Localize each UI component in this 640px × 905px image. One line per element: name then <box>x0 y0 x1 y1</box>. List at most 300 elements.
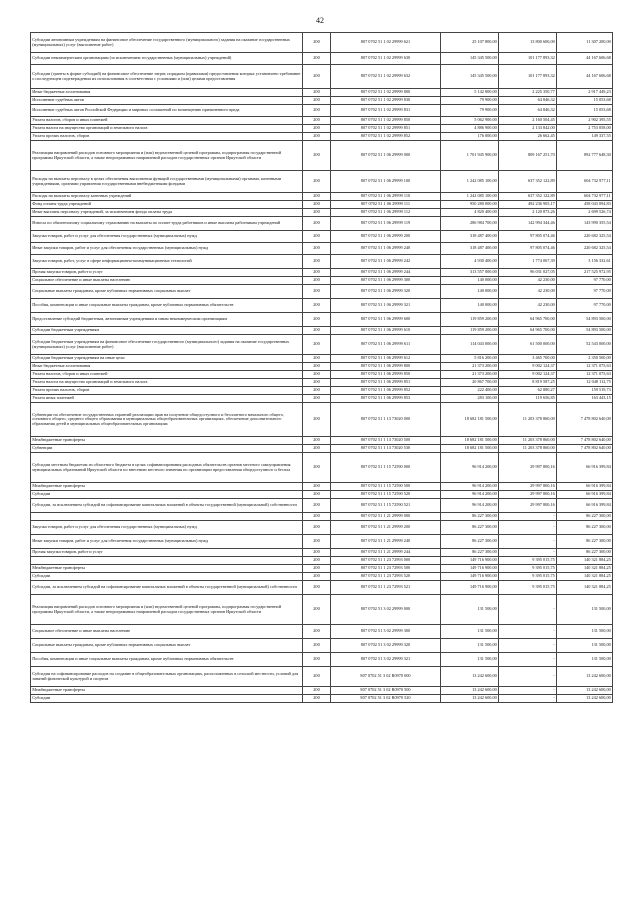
row-remaining-cell: 131 500,00 <box>557 625 613 639</box>
row-executed-cell: - <box>499 595 557 625</box>
table-row <box>31 53 613 65</box>
row-approved-cell: 18 682 181 500,00 <box>441 445 499 453</box>
row-code-cell: 200 <box>303 97 331 105</box>
row-name-cell: Субсидии местным бюджетам из областного бюджета в целях софинансирования расходных обязательств органов местного самоуправления муниципальных образований Иркутской области по внесению местного значения по организации предоставления общедоступного и беспла <box>31 453 303 483</box>
row-kbk-cell: 807 0702 51 1 23 72993 521 <box>331 581 441 595</box>
row-name-cell: Уплата налогов, сборов и иных платежей <box>31 371 303 379</box>
row-approved-cell: 96 914 200,00 <box>441 491 499 499</box>
row-name-cell: Субсидии, за исключением субсидий на софинансирование капитальных вложений в объекты государственной (муниципальной) собственности <box>31 581 303 595</box>
row-kbk-cell: 807 0702 51 1 02 29999 852 <box>331 133 441 141</box>
table-row <box>31 535 613 549</box>
table-row <box>31 549 613 557</box>
row-executed-cell: 96 031 027,05 <box>499 269 557 277</box>
row-name-cell: Уплата прочих налогов, сборов <box>31 387 303 395</box>
row-code-cell: 200 <box>303 371 331 379</box>
row-executed-cell: 142 994 344,46 <box>499 217 557 231</box>
row-executed-cell: 11 203 378 860,00 <box>499 403 557 437</box>
row-executed-cell: 9 002 124,37 <box>499 371 557 379</box>
row-approved-cell: 1 701 945 900,00 <box>441 141 499 171</box>
row-name-cell: Субсидии на софинансирование расходов на создание в общеобразовательных организациях, расположенных в сельской местности, условий для занятий физической культурой и спортом <box>31 667 303 687</box>
row-remaining-cell: 15 053,68 <box>557 105 613 117</box>
row-name-cell: Иные бюджетные ассигнования <box>31 89 303 97</box>
table-row <box>31 217 613 231</box>
table-row <box>31 363 613 371</box>
row-remaining-cell: 66 916 399,84 <box>557 499 613 513</box>
row-name-cell: Социальные выплаты гражданам, кроме публичных нормативных социальных выплат <box>31 285 303 299</box>
row-kbk-cell: 807 0702 51 1 06 29999 852 <box>331 387 441 395</box>
row-code-cell: 200 <box>303 201 331 209</box>
row-remaining-cell: 220 682 325,54 <box>557 243 613 255</box>
row-executed-cell: 637 352 122,89 <box>499 193 557 201</box>
table-row <box>31 379 613 387</box>
row-approved-cell: 131 500,00 <box>441 653 499 667</box>
row-name-cell: Межбюджетные трансферты <box>31 565 303 573</box>
row-approved-cell: 4 930 400,00 <box>441 255 499 269</box>
row-name-cell: Субсидии некоммерческим организациям (за исключением государственных (муниципальных) учреждений) <box>31 53 303 65</box>
row-executed-cell: 64 965 700,00 <box>499 313 557 327</box>
row-code-cell: 200 <box>303 483 331 491</box>
row-executed-cell: 29 997 800,16 <box>499 483 557 491</box>
row-kbk-cell: 807 0702 51 1 13 73020 500 <box>331 437 441 445</box>
row-code-cell: 200 <box>303 687 331 695</box>
row-name-cell: Уплата налогов, сборов и иных платежей <box>31 117 303 125</box>
row-approved-cell: 86 227 300,00 <box>441 549 499 557</box>
row-approved-cell: 950 280 000,00 <box>441 201 499 209</box>
row-code-cell: 200 <box>303 255 331 269</box>
row-executed-cell: - <box>499 535 557 549</box>
row-code-cell: 200 <box>303 491 331 499</box>
table-row <box>31 255 613 269</box>
row-kbk-cell: 807 0702 51 1 06 29999 320 <box>331 285 441 299</box>
row-executed-cell: - <box>499 639 557 653</box>
row-name-cell: Взносы по обязательному социальному страхованию на выплаты по оплате труда работников и иные выплаты работникам учреждений <box>31 217 303 231</box>
row-kbk-cell: 807 0702 51 3 02 R0970 000 <box>331 667 441 687</box>
row-code-cell: 200 <box>303 667 331 687</box>
row-approved-cell: 86 227 300,00 <box>441 535 499 549</box>
row-remaining-cell: 2 917 449,23 <box>557 89 613 97</box>
row-remaining-cell: 15 053,68 <box>557 97 613 105</box>
row-kbk-cell: 807 0702 51 1 23 72993 520 <box>331 573 441 581</box>
row-approved-cell: 96 914 200,00 <box>441 499 499 513</box>
table-row <box>31 653 613 667</box>
table-row <box>31 595 613 625</box>
row-executed-cell: 97 805 074,46 <box>499 231 557 243</box>
row-kbk-cell: 807 0702 51 1 23 72993 000 <box>331 557 441 565</box>
row-approved-cell: 18 682 181 500,00 <box>441 437 499 445</box>
row-remaining-cell: 604 732 977,11 <box>557 193 613 201</box>
row-remaining-cell: 159 519,73 <box>557 387 613 395</box>
row-executed-cell: - <box>499 625 557 639</box>
table-row <box>31 89 613 97</box>
row-approved-cell: 149 716 900,00 <box>441 557 499 565</box>
row-remaining-cell: 12 048 112,75 <box>557 379 613 387</box>
row-name-cell: Социальное обеспечение и иные выплаты населению <box>31 625 303 639</box>
row-approved-cell: 149 716 900,00 <box>441 573 499 581</box>
row-executed-cell: 2 160 504,45 <box>499 117 557 125</box>
row-kbk-cell: 807 0702 51 1 06 29999 853 <box>331 395 441 403</box>
row-remaining-cell: 7 478 802 640,00 <box>557 445 613 453</box>
row-name-cell <box>31 513 303 521</box>
row-executed-cell: 64 846,32 <box>499 105 557 117</box>
row-remaining-cell: 140 321 884,25 <box>557 557 613 565</box>
table-row <box>31 335 613 355</box>
row-executed-cell: 637 352 122,89 <box>499 171 557 193</box>
row-executed-cell: 13 800 600,00 <box>499 33 557 53</box>
row-approved-cell: 318 487 400,00 <box>441 231 499 243</box>
row-code-cell: 200 <box>303 363 331 371</box>
row-approved-cell: 114 043 000,00 <box>441 335 499 355</box>
table-row <box>31 639 613 653</box>
row-code-cell: 200 <box>303 453 331 483</box>
table-row <box>31 513 613 521</box>
row-kbk-cell: 807 0702 51 1 21 29999 200 <box>331 521 441 535</box>
row-code-cell: 200 <box>303 327 331 335</box>
row-code-cell: 200 <box>303 335 331 355</box>
row-name-cell: Исполнение судебных актов <box>31 97 303 105</box>
row-kbk-cell: 807 0702 51 1 06 29999 110 <box>331 193 441 201</box>
row-code-cell: 200 <box>303 395 331 403</box>
row-executed-cell: 119 656,85 <box>499 395 557 403</box>
row-remaining-cell: 140 321 884,25 <box>557 565 613 573</box>
row-executed-cell: 2 133 842,00 <box>499 125 557 133</box>
row-executed-cell: 29 997 800,16 <box>499 491 557 499</box>
row-name-cell: Иные закупки товаров, работ и услуг для обеспечения государственных (муниципальных) нужд <box>31 535 303 549</box>
row-approved-cell: 21 373 200,00 <box>441 371 499 379</box>
row-kbk-cell: 807 0702 51 3 02 R0970 520 <box>331 695 441 703</box>
table-row <box>31 201 613 209</box>
row-remaining-cell: 3 156 332,61 <box>557 255 613 269</box>
row-executed-cell: 64 965 700,00 <box>499 327 557 335</box>
row-remaining-cell: 11 307 200,00 <box>557 33 613 53</box>
table-row <box>31 33 613 53</box>
table-row <box>31 65 613 89</box>
row-remaining-cell: 217 525 972,95 <box>557 269 613 277</box>
row-remaining-cell: 54 893 500,00 <box>557 327 613 335</box>
table-row <box>31 277 613 285</box>
table-row <box>31 97 613 105</box>
row-name-cell: Закупка товаров, работ, услуг в сфере информационно-коммуникационных технологий <box>31 255 303 269</box>
row-executed-cell: - <box>499 549 557 557</box>
row-approved-cell: 13 242 600,00 <box>441 667 499 687</box>
row-approved-cell: 4 886 900,00 <box>441 125 499 133</box>
row-approved-cell: 5 816 200,00 <box>441 355 499 363</box>
row-executed-cell: 809 167 251,70 <box>499 141 557 171</box>
row-kbk-cell: 807 0702 51 1 06 29999 610 <box>331 327 441 335</box>
budget-execution-table <box>30 32 613 703</box>
row-name-cell: Субсидии <box>31 491 303 499</box>
row-executed-cell: - <box>499 513 557 521</box>
row-name-cell: Субсидии, за исключением субсидий на софинансирование капитальных вложений в объекты государственной (муниципальной) собственности <box>31 499 303 513</box>
row-remaining-cell: 13 242 600,00 <box>557 687 613 695</box>
row-remaining-cell: 44 167 606,68 <box>557 53 613 65</box>
row-name-cell: Субсидии бюджетным учреждениям на иные цели <box>31 355 303 363</box>
row-code-cell: 200 <box>303 355 331 363</box>
row-code-cell: 200 <box>303 695 331 703</box>
row-kbk-cell: 807 0702 51 3 02 R0970 500 <box>331 687 441 695</box>
row-approved-cell: 96 914 200,00 <box>441 483 499 491</box>
row-code-cell: 200 <box>303 33 331 53</box>
row-remaining-cell: 54 893 500,00 <box>557 313 613 327</box>
row-approved-cell: 222 400,00 <box>441 387 499 395</box>
row-approved-cell: 176 000,00 <box>441 133 499 141</box>
row-name-cell: Субсидии <box>31 573 303 581</box>
table-row <box>31 491 613 499</box>
row-code-cell: 200 <box>303 565 331 573</box>
row-approved-cell: 149 716 900,00 <box>441 581 499 595</box>
row-executed-cell: - <box>499 667 557 687</box>
row-name-cell: Уплата прочих налогов, сборов <box>31 133 303 141</box>
row-code-cell: 200 <box>303 379 331 387</box>
row-name-cell: Расходы на выплаты персоналу в целях обеспечения выполнения функций государственными (муниципальными) органами, казенными учреждениями, органами управления государственными внебюджетными фондами <box>31 171 303 193</box>
row-remaining-cell: 97 770,00 <box>557 277 613 285</box>
row-approved-cell: 1 242 085 100,00 <box>441 171 499 193</box>
row-approved-cell: 145 345 500,00 <box>441 53 499 65</box>
row-executed-cell: 11 203 378 860,00 <box>499 437 557 445</box>
table-row <box>31 395 613 403</box>
row-approved-cell: 79 900,00 <box>441 105 499 117</box>
row-kbk-cell: 807 0702 51 1 21 29999 240 <box>331 535 441 549</box>
row-name-cell: Иные закупки товаров, работ и услуг для обеспечения государственных (муниципальных) нужд <box>31 243 303 255</box>
table-row <box>31 285 613 299</box>
table-row <box>31 521 613 535</box>
row-kbk-cell: 807 0702 51 1 06 29999 244 <box>331 269 441 277</box>
row-remaining-cell: 149 337,55 <box>557 133 613 141</box>
row-kbk-cell: 807 0702 51 3 02 29999 321 <box>331 653 441 667</box>
row-executed-cell: 11 203 378 860,00 <box>499 445 557 453</box>
row-name-cell: Межбюджетные трансферты <box>31 437 303 445</box>
table-row <box>31 193 613 201</box>
row-code-cell: 200 <box>303 285 331 299</box>
row-remaining-cell: 86 227 300,00 <box>557 535 613 549</box>
row-kbk-cell: 807 0702 51 1 23 72993 500 <box>331 565 441 573</box>
table-row <box>31 355 613 363</box>
row-code-cell: 200 <box>303 513 331 521</box>
row-approved-cell: 13 242 600,00 <box>441 687 499 695</box>
row-code-cell: 200 <box>303 581 331 595</box>
row-kbk-cell: 807 0702 51 1 06 29999 200 <box>331 231 441 243</box>
row-kbk-cell: 807 0702 51 1 02 29999 851 <box>331 125 441 133</box>
row-kbk-cell: 807 0702 51 1 02 29999 850 <box>331 117 441 125</box>
row-executed-cell: - <box>499 695 557 703</box>
row-kbk-cell: 807 0702 51 1 21 29999 000 <box>331 513 441 521</box>
row-remaining-cell: 97 770,00 <box>557 299 613 313</box>
row-code-cell: 200 <box>303 243 331 255</box>
row-kbk-cell: 807 0702 51 1 06 29999 851 <box>331 379 441 387</box>
table-row <box>31 133 613 141</box>
row-executed-cell: 29 997 800,16 <box>499 453 557 483</box>
row-name-cell: Иные бюджетные ассигнования <box>31 363 303 371</box>
row-remaining-cell: 97 770,00 <box>557 285 613 299</box>
row-code-cell: 200 <box>303 639 331 653</box>
row-kbk-cell: 807 0702 51 1 06 29999 321 <box>331 299 441 313</box>
row-approved-cell: 25 107 800,00 <box>441 33 499 53</box>
row-remaining-cell: 12 371 075,63 <box>557 363 613 371</box>
table-row <box>31 243 613 255</box>
row-executed-cell: 62 880,27 <box>499 387 557 395</box>
table-row <box>31 565 613 573</box>
row-kbk-cell: 807 0702 51 1 15 72590 000 <box>331 453 441 483</box>
row-code-cell: 200 <box>303 595 331 625</box>
row-kbk-cell: 807 0702 51 1 13 73020 530 <box>331 445 441 453</box>
row-remaining-cell: 7 478 802 640,00 <box>557 403 613 437</box>
row-executed-cell: 42 230,00 <box>499 299 557 313</box>
row-remaining-cell: 52 543 000,00 <box>557 335 613 355</box>
row-approved-cell: 149 716 900,00 <box>441 565 499 573</box>
row-approved-cell: 1 242 085 100,00 <box>441 193 499 201</box>
row-kbk-cell: 807 0702 51 1 13 73020 000 <box>331 403 441 437</box>
row-approved-cell: 96 914 200,00 <box>441 453 499 483</box>
row-code-cell: 200 <box>303 521 331 535</box>
row-kbk-cell: 807 0702 51 1 06 29999 242 <box>331 255 441 269</box>
row-remaining-cell: 220 682 325,54 <box>557 231 613 243</box>
row-name-cell: Фонд оплаты труда учреждений <box>31 201 303 209</box>
row-remaining-cell: 66 916 399,84 <box>557 483 613 491</box>
row-executed-cell: 61 500 000,00 <box>499 335 557 355</box>
table-row <box>31 269 613 277</box>
page-number: 42 <box>316 16 324 25</box>
row-kbk-cell: 807 0702 51 1 06 29999 300 <box>331 277 441 285</box>
row-executed-cell: 97 805 074,46 <box>499 243 557 255</box>
row-kbk-cell: 807 0702 51 1 06 29999 111 <box>331 201 441 209</box>
row-executed-cell: 2 225 350,77 <box>499 89 557 97</box>
row-kbk-cell: 807 0702 51 1 06 29999 119 <box>331 217 441 231</box>
row-approved-cell: 21 373 200,00 <box>441 363 499 371</box>
row-approved-cell: 119 859 200,00 <box>441 313 499 327</box>
row-name-cell: Субвенции <box>31 445 303 453</box>
row-executed-cell: 2 120 873,26 <box>499 209 557 217</box>
table-row <box>31 445 613 453</box>
row-kbk-cell: 807 0702 51 1 06 29999 600 <box>331 313 441 327</box>
row-kbk-cell: 807 0702 51 1 21 29999 244 <box>331 549 441 557</box>
row-remaining-cell: 86 227 300,00 <box>557 549 613 557</box>
row-code-cell: 200 <box>303 125 331 133</box>
row-code-cell: 200 <box>303 141 331 171</box>
row-kbk-cell: 807 0702 51 1 06 29999 611 <box>331 335 441 355</box>
table-row <box>31 687 613 695</box>
row-kbk-cell: 807 0702 51 1 06 29999 800 <box>331 363 441 371</box>
row-remaining-cell: 131 500,00 <box>557 595 613 625</box>
row-executed-cell: 3 465 700,00 <box>499 355 557 363</box>
row-remaining-cell: 7 478 802 640,00 <box>557 437 613 445</box>
row-code-cell: 200 <box>303 65 331 89</box>
row-remaining-cell: 13 242 600,00 <box>557 667 613 687</box>
row-code-cell: 200 <box>303 653 331 667</box>
row-name-cell: Прочая закупка товаров, работ и услуг <box>31 269 303 277</box>
row-remaining-cell: 140 321 884,25 <box>557 573 613 581</box>
row-executed-cell: 101 177 893,32 <box>499 65 557 89</box>
table-row <box>31 483 613 491</box>
row-remaining-cell: 12 371 075,63 <box>557 371 613 379</box>
row-remaining-cell: 66 916 399,84 <box>557 453 613 483</box>
row-remaining-cell: 2 699 526,74 <box>557 209 613 217</box>
table-row <box>31 117 613 125</box>
row-approved-cell: 86 227 300,00 <box>441 513 499 521</box>
row-kbk-cell: 807 0702 51 1 15 72590 521 <box>331 499 441 513</box>
row-executed-cell: 42 230,00 <box>499 285 557 299</box>
row-name-cell: Социальные выплаты гражданам, кроме публичных нормативных социальных выплат <box>31 639 303 653</box>
table-row <box>31 125 613 133</box>
row-approved-cell: 313 557 000,00 <box>441 269 499 277</box>
row-kbk-cell: 807 0702 51 1 02 29999 630 <box>331 53 441 65</box>
table-row <box>31 667 613 687</box>
row-kbk-cell: 807 0702 51 1 06 29999 100 <box>331 171 441 193</box>
table-row <box>31 105 613 117</box>
row-remaining-cell: 66 916 399,84 <box>557 491 613 499</box>
row-executed-cell: 101 177 893,32 <box>499 53 557 65</box>
row-approved-cell: 13 242 600,00 <box>441 695 499 703</box>
row-code-cell: 200 <box>303 277 331 285</box>
table-row <box>31 403 613 437</box>
row-remaining-cell: 13 242 600,00 <box>557 695 613 703</box>
row-code-cell: 200 <box>303 499 331 513</box>
row-name-cell: Прочая закупка товаров, работ и услуг <box>31 549 303 557</box>
row-kbk-cell: 807 0702 51 1 06 29999 612 <box>331 355 441 363</box>
row-kbk-cell: 807 0702 51 1 02 29999 831 <box>331 105 441 117</box>
row-approved-cell: 140 000,00 <box>441 299 499 313</box>
row-executed-cell: 9 395 015,75 <box>499 557 557 565</box>
row-code-cell: 200 <box>303 437 331 445</box>
row-code-cell: 200 <box>303 387 331 395</box>
row-kbk-cell: 807 0702 51 3 02 29999 000 <box>331 595 441 625</box>
row-remaining-cell: 131 500,00 <box>557 653 613 667</box>
row-executed-cell: 26 662,45 <box>499 133 557 141</box>
row-executed-cell: 492 236 905,17 <box>499 201 557 209</box>
row-name-cell: Субсидии бюджетным учреждениям на финансовое обеспечение государственного (муниципального) задания на оказание государственных (муниципальных) услуг (выполнение работ) <box>31 335 303 355</box>
row-name-cell: Субсидии бюджетным учреждениям <box>31 327 303 335</box>
row-approved-cell: 131 500,00 <box>441 595 499 625</box>
row-remaining-cell: 458 043 094,83 <box>557 201 613 209</box>
table-row <box>31 171 613 193</box>
row-code-cell: 200 <box>303 269 331 277</box>
row-remaining-cell: 2 902 395,55 <box>557 117 613 125</box>
row-executed-cell: 1 774 067,39 <box>499 255 557 269</box>
row-approved-cell: 140 000,00 <box>441 285 499 299</box>
row-executed-cell: 29 997 800,16 <box>499 499 557 513</box>
table-row <box>31 231 613 243</box>
row-approved-cell: 20 867 700,00 <box>441 379 499 387</box>
row-name-cell: Межбюджетные трансферты <box>31 483 303 491</box>
row-code-cell: 200 <box>303 105 331 117</box>
row-kbk-cell: 807 0702 51 1 15 72590 520 <box>331 491 441 499</box>
row-code-cell: 200 <box>303 209 331 217</box>
row-kbk-cell: 807 0702 51 3 02 29999 320 <box>331 639 441 653</box>
row-code-cell: 200 <box>303 217 331 231</box>
row-remaining-cell: 86 227 300,00 <box>557 521 613 535</box>
row-name-cell: Социальное обеспечение и иные выплаты населению <box>31 277 303 285</box>
row-approved-cell: 140 000,00 <box>441 277 499 285</box>
row-approved-cell: 286 984 700,00 <box>441 217 499 231</box>
row-kbk-cell: 807 0702 51 1 06 29999 112 <box>331 209 441 217</box>
row-approved-cell: 119 859 200,00 <box>441 327 499 335</box>
table-row <box>31 371 613 379</box>
row-approved-cell: 5 062 900,00 <box>441 117 499 125</box>
row-kbk-cell: 807 0702 51 1 06 29999 000 <box>331 141 441 171</box>
row-code-cell: 200 <box>303 535 331 549</box>
row-code-cell: 200 <box>303 231 331 243</box>
table-row <box>31 387 613 395</box>
row-executed-cell: - <box>499 687 557 695</box>
row-code-cell: 200 <box>303 557 331 565</box>
row-executed-cell: - <box>499 521 557 535</box>
row-name-cell: Пособия, компенсации и иные социальные выплаты гражданам, кроме публичных нормативных обязательств <box>31 653 303 667</box>
row-executed-cell: 9 395 015,75 <box>499 581 557 595</box>
table-row <box>31 573 613 581</box>
row-name-cell: Уплата иных платежей <box>31 395 303 403</box>
row-code-cell: 200 <box>303 133 331 141</box>
row-code-cell: 200 <box>303 573 331 581</box>
row-kbk-cell: 807 0702 51 1 02 29999 800 <box>331 89 441 97</box>
table-row <box>31 327 613 335</box>
